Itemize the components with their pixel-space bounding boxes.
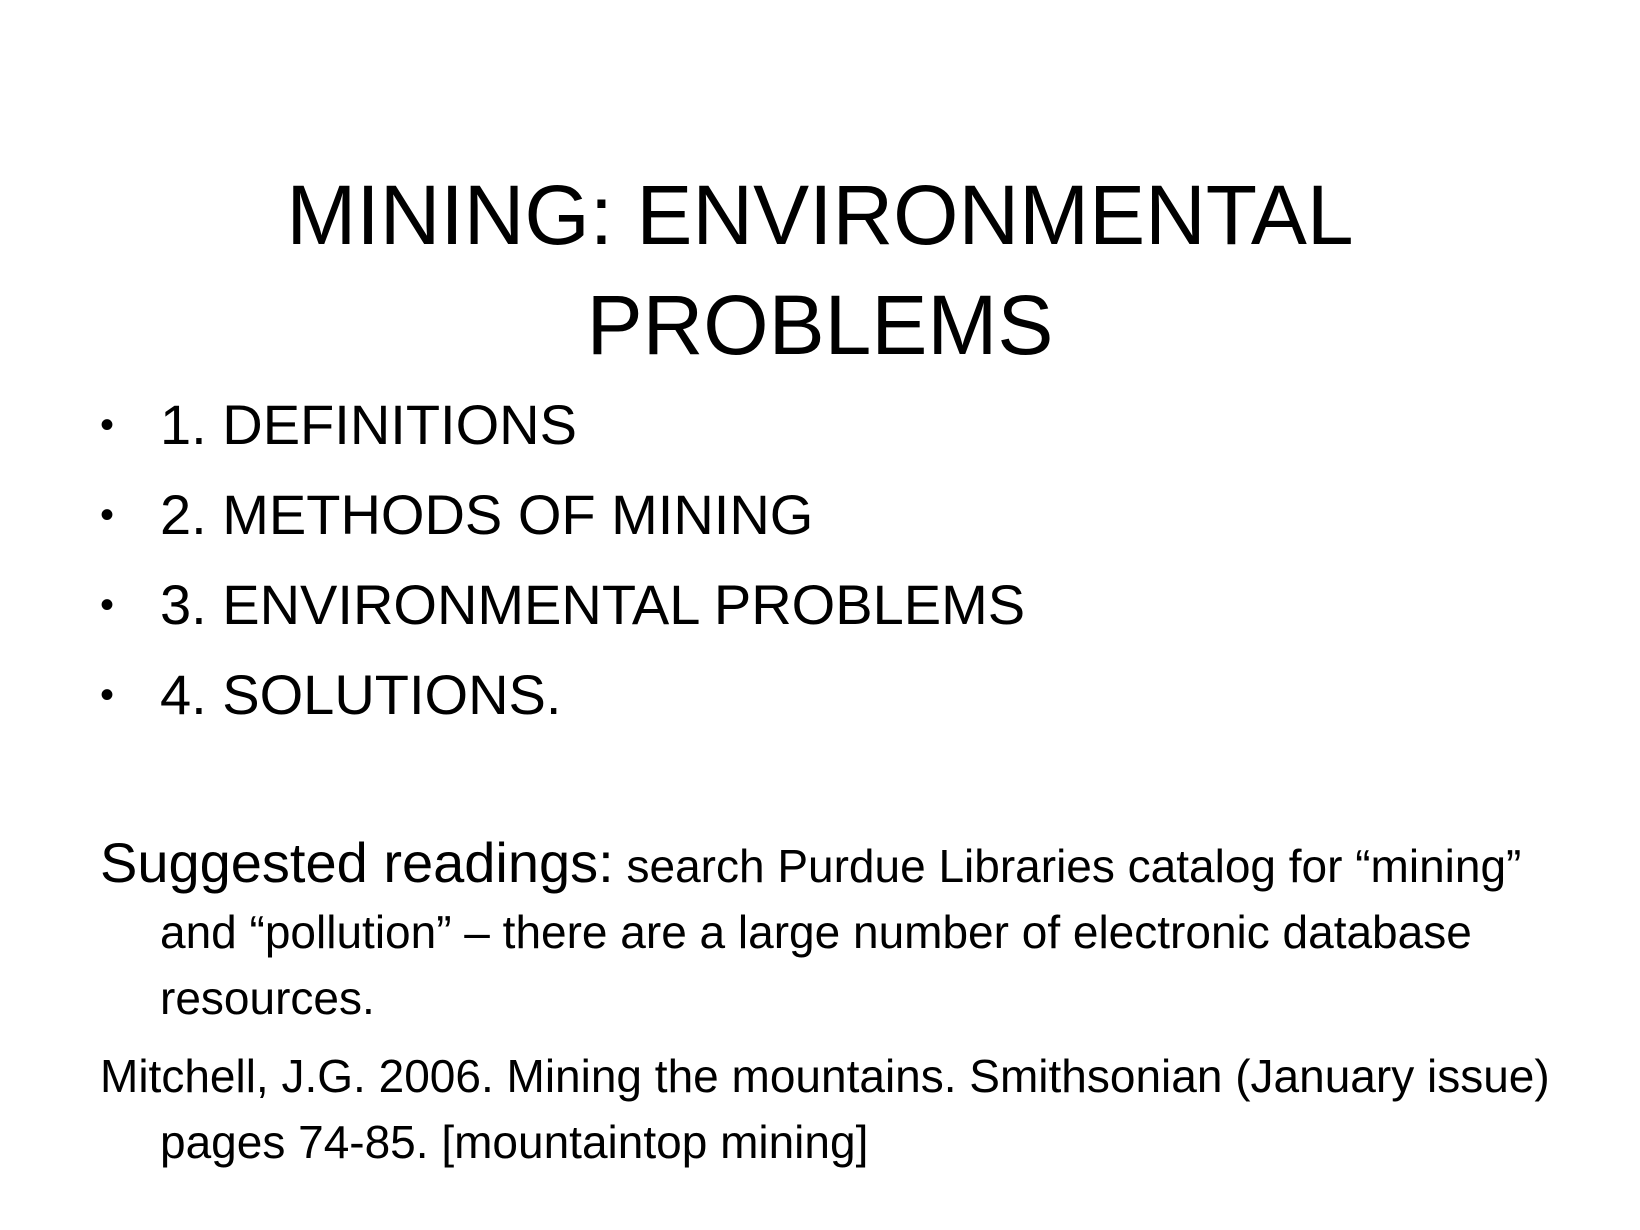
bullet-item-problems: [100, 560, 1025, 650]
bullet-icon: •: [100, 673, 115, 717]
citation-paragraph: Mitchell, J.G. 2006. Mining the mountains. Smithsonian (January issue) pages 74-85. [mountaintop mining]: [100, 1050, 1550, 1168]
title-line-1: MINING: ENVIRONMENTAL: [286, 168, 1354, 262]
bullet-text: 4. SOLUTIONS.: [160, 663, 562, 726]
bullet-item-methods: [100, 470, 1025, 560]
bullet-item-solutions: [100, 650, 1025, 740]
bullet-icon: •: [100, 583, 115, 627]
readings-section: [100, 830, 1580, 1175]
slide-title: [100, 160, 1540, 380]
bullet-text: 2. METHODS OF MINING: [160, 483, 814, 546]
bullet-icon: •: [100, 493, 115, 537]
suggested-readings-text: search Purdue Libraries catalog for “mining” and “pollution” – there are a large number of electronic database resources.: [160, 840, 1522, 1024]
bullet-text: 3. ENVIRONMENTAL PROBLEMS: [160, 573, 1026, 636]
suggested-readings-paragraph: [100, 830, 1580, 1031]
suggested-readings-label: Suggested readings:: [100, 831, 614, 894]
bullet-text: 1. DEFINITIONS: [160, 393, 577, 456]
bullet-icon: •: [100, 403, 115, 447]
title-line-2: PROBLEMS: [586, 278, 1054, 372]
bullet-item-definitions: [100, 380, 1025, 470]
bullet-list: [100, 380, 1025, 740]
